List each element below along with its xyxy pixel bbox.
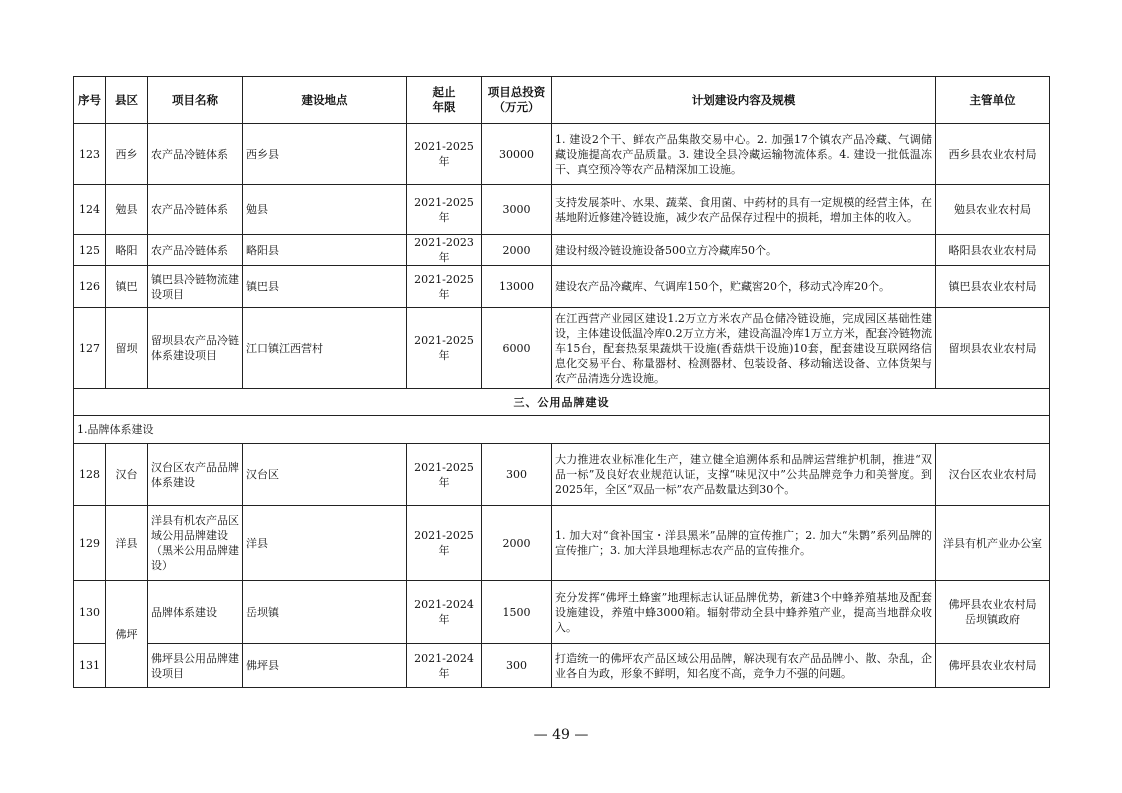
row-dept: 西乡县农业农村局	[936, 124, 1050, 185]
header-period-line2: 年限	[432, 100, 456, 114]
row-dept: 洋县有机产业办公室	[936, 506, 1050, 581]
row-county: 西乡	[106, 124, 148, 185]
row-project-name: 品牌体系建设	[148, 581, 243, 644]
row-period: 2021-2023年	[407, 235, 482, 266]
row-location: 略阳县	[243, 235, 407, 266]
row-investment: 2000	[482, 235, 552, 266]
row-period: 2021-2024年	[407, 581, 482, 644]
row-location: 洋县	[243, 506, 407, 581]
row-investment: 3000	[482, 185, 552, 235]
header-investment-line1: 项目总投资	[487, 85, 546, 99]
row-county: 汉台	[106, 444, 148, 506]
row-content: 1. 建设2个干、鲜农产品集散交易中心。2. 加强17个镇农产品冷藏、气调储藏设施提高农产品质量。3. 建设全县冷藏运输物流体系。4. 建设一批低温冻干、真空预冷等农产品精深加工设施。	[552, 124, 936, 185]
row-dept: 留坝县农业农村局	[936, 308, 1050, 389]
row-investment: 1500	[482, 581, 552, 644]
row-content: 打造统一的佛坪农产品区域公用品牌，解决现有农产品品牌小、散、杂乱，企业各自为政，形象不鲜明，知名度不高，竞争力不强的问题。	[552, 644, 936, 688]
header-county: 县区	[106, 77, 148, 124]
row-no: 129	[74, 506, 106, 581]
row-period: 2021-2025年	[407, 444, 482, 506]
row-location: 岳坝镇	[243, 581, 407, 644]
row-content: 建设村级冷链设施设备500立方冷藏库50个。	[552, 235, 936, 266]
row-project-name: 农产品冷链体系	[148, 185, 243, 235]
row-county: 佛坪	[106, 581, 148, 688]
table-row	[74, 185, 1050, 235]
row-period: 2021-2025年	[407, 124, 482, 185]
row-location: 汉台区	[243, 444, 407, 506]
row-location: 勉县	[243, 185, 407, 235]
row-no: 130	[74, 581, 106, 644]
header-investment-line2: （万元）	[493, 100, 540, 114]
row-location: 江口镇江西营村	[243, 308, 407, 389]
row-period: 2021-2025年	[407, 185, 482, 235]
row-dept: 勉县农业农村局	[936, 185, 1050, 235]
table-row	[74, 266, 1050, 308]
row-period: 2021-2025年	[407, 308, 482, 389]
row-investment: 2000	[482, 506, 552, 581]
row-location: 镇巴县	[243, 266, 407, 308]
row-content: 大力推进农业标准化生产，建立健全追溯体系和品牌运营维护机制，推进“双品一标”及良好农业规范认证，支撑“味见汉中”公共品牌竞争力和美誉度。到2025年，全区“双品一标”农产品数量达到30个。	[552, 444, 936, 506]
row-dept: 汉台区农业农村局	[936, 444, 1050, 506]
row-no: 127	[74, 308, 106, 389]
row-county: 略阳	[106, 235, 148, 266]
header-row	[74, 77, 1050, 124]
section-row	[74, 389, 1050, 416]
page-number: — 49 —	[533, 727, 589, 743]
row-dept-line2: 岳坝镇政府	[965, 613, 1020, 626]
header-project-name: 项目名称	[148, 77, 243, 124]
row-no: 131	[74, 644, 106, 688]
table-row	[74, 308, 1050, 389]
row-location: 西乡县	[243, 124, 407, 185]
row-no: 124	[74, 185, 106, 235]
table-row	[74, 506, 1050, 581]
row-county: 留坝	[106, 308, 148, 389]
table-row	[74, 444, 1050, 506]
row-project-name: 佛坪县公用品牌建设项目	[148, 644, 243, 688]
row-project-name: 洋县有机农产品区域公用品牌建设（黑米公用品牌建设）	[148, 506, 243, 581]
row-county: 勉县	[106, 185, 148, 235]
row-project-name: 农产品冷链体系	[148, 235, 243, 266]
row-project-name: 农产品冷链体系	[148, 124, 243, 185]
row-dept: 镇巴县农业农村局	[936, 266, 1050, 308]
row-investment: 6000	[482, 308, 552, 389]
row-dept-line1: 佛坪县农业农村局	[948, 598, 1037, 611]
row-county: 镇巴	[106, 266, 148, 308]
row-project-name: 镇巴县冷链物流建设项目	[148, 266, 243, 308]
row-period: 2021-2025年	[407, 506, 482, 581]
table-row	[74, 124, 1050, 185]
row-period: 2021-2025年	[407, 266, 482, 308]
header-no: 序号	[74, 77, 106, 124]
row-investment: 13000	[482, 266, 552, 308]
header-period-line1: 起止	[432, 85, 456, 99]
row-dept	[936, 581, 1050, 644]
header-content: 计划建设内容及规模	[552, 77, 936, 124]
row-content: 1. 加大对“食补国宝・洋县黑米”品牌的宣传推广；2. 加大“朱鹮”系列品牌的宣传推广；3. 加大洋县地理标志农产品的宣传推介。	[552, 506, 936, 581]
row-project-name: 留坝县农产品冷链体系建设项目	[148, 308, 243, 389]
row-no: 128	[74, 444, 106, 506]
subsection-row	[74, 416, 1050, 444]
row-investment: 300	[482, 644, 552, 688]
row-period: 2021-2024年	[407, 644, 482, 688]
header-period	[407, 77, 482, 124]
table-row	[74, 644, 1050, 688]
table-row	[74, 235, 1050, 266]
row-dept: 佛坪县农业农村局	[936, 644, 1050, 688]
row-location: 佛坪县	[243, 644, 407, 688]
row-no: 125	[74, 235, 106, 266]
row-no: 123	[74, 124, 106, 185]
row-content: 建设农产品冷藏库、气调库150个，贮藏窖20个，移动式冷库20个。	[552, 266, 936, 308]
header-dept: 主管单位	[936, 77, 1050, 124]
table-row	[74, 581, 1050, 644]
subsection-title: 1.品牌体系建设	[74, 416, 1050, 444]
project-table	[73, 76, 1050, 688]
row-dept: 略阳县农业农村局	[936, 235, 1050, 266]
row-content: 充分发挥“佛坪土蜂蜜”地理标志认证品牌优势，新建3个中蜂养殖基地及配套设施建设，养殖中蜂3000箱。辐射带动全县中蜂养殖产业，提高当地群众收入。	[552, 581, 936, 644]
row-content: 在江西营产业园区建设1.2万立方米农产品仓储冷链设施，完成园区基础性建设，主体建设低温冷库0.2万立方米，建设高温冷库1万立方米，配套冷链物流车15台，配套热泵果蔬烘干设施(香菇烘干设施)10套，配套建设互联网络信息化交易平台、称量器材、检测器材、包装设备、移动输送设备、立体货架与农产品清选分选设施。	[552, 308, 936, 389]
row-content: 支持发展茶叶、水果、蔬菜、食用菌、中药材的具有一定规模的经营主体，在基地附近修建冷链设施，减少农产品保存过程中的损耗，增加主体的收入。	[552, 185, 936, 235]
row-investment: 30000	[482, 124, 552, 185]
row-no: 126	[74, 266, 106, 308]
header-location: 建设地点	[243, 77, 407, 124]
section-title: 三、公用品牌建设	[74, 389, 1050, 416]
row-county: 洋县	[106, 506, 148, 581]
row-investment: 300	[482, 444, 552, 506]
row-project-name: 汉台区农产品品牌体系建设	[148, 444, 243, 506]
header-investment	[482, 77, 552, 124]
